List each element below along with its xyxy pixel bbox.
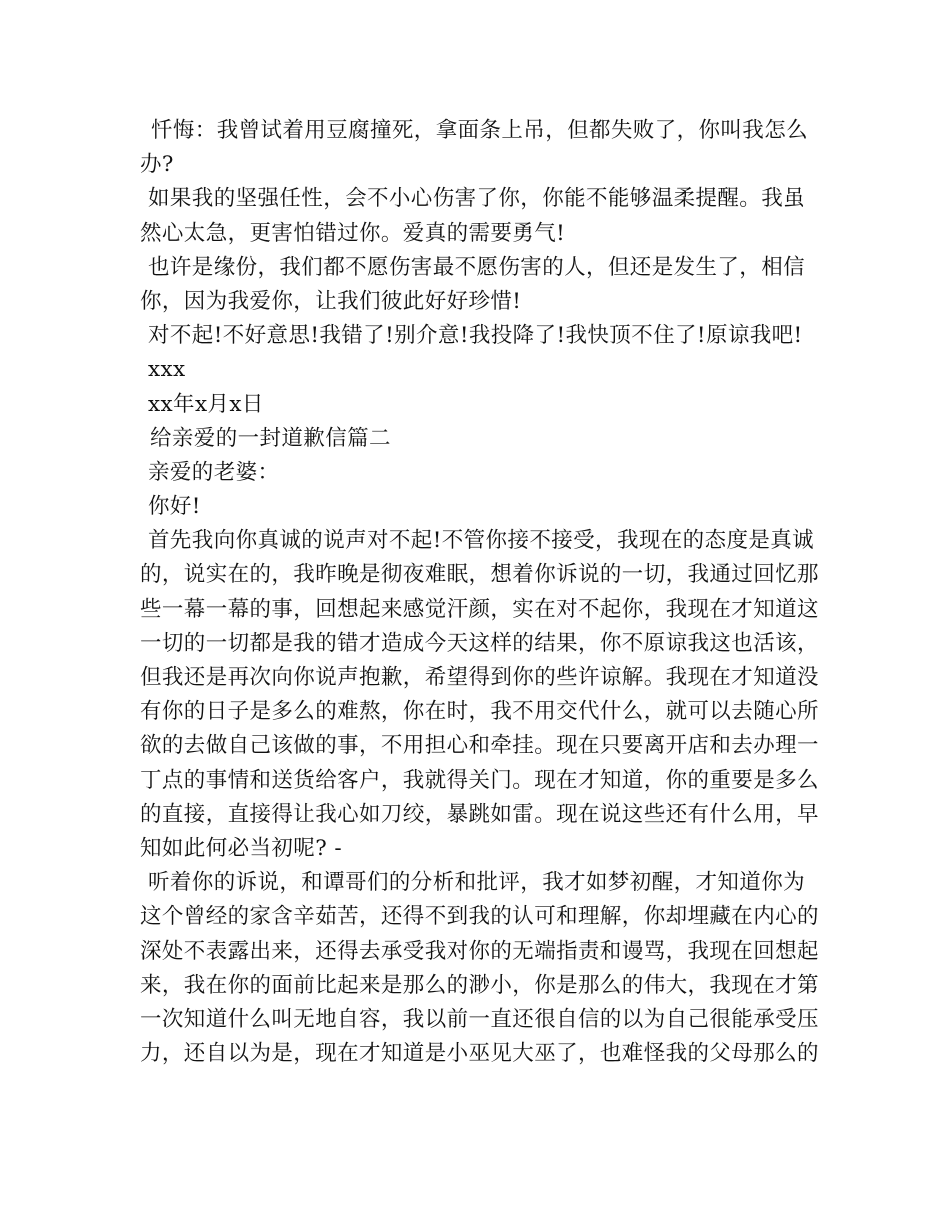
salutation: 亲爱的老婆： [148, 459, 280, 485]
paragraph-line: 有你的日子是多么的难熬，你在时，我不用交代什么，就可以去随心所 [140, 699, 819, 725]
paragraph-line: 一切的一切都是我的错才造成今天这样的结果，你不原谅我这也活该， [140, 630, 819, 656]
paragraph-line: 欲的去做自己该做的事，不用担心和牵挂。现在只要离开店和去办理一 [140, 733, 819, 759]
paragraph-line: 知如此何必当初呢? - [140, 835, 343, 861]
paragraph-line: 丁点的事情和送货给客户，我就得关门。现在才知道，你的重要是多么 [140, 767, 819, 793]
signature-date: xx年x月x日 [148, 391, 264, 417]
paragraph-line: 办? [140, 152, 174, 178]
paragraph-line: 的，说实在的，我昨晚是彻夜难眠，想着你诉说的一切，我通过回忆那 [140, 562, 819, 588]
paragraph-line: 这个曾经的家含辛茹苦，还得不到我的认可和理解，你却埋藏在内心的 [140, 904, 819, 930]
paragraph-line: 对不起!不好意思!我错了!别介意!我投降了!我快顶不住了!原谅我吧! [148, 323, 803, 349]
paragraph-line: 但我还是再次向你说声抱歉，希望得到你的些许谅解。我现在才知道没 [140, 665, 819, 690]
signature-name: xxx [148, 357, 186, 383]
document-body [140, 114, 820, 1071]
paragraph-line: 你，因为我爱你，让我们彼此好好珍惜! [140, 288, 522, 314]
paragraph-line: 如果我的坚强任性，会不小心伤害了你，你能不能够温柔提醒。我虽 [148, 186, 806, 212]
paragraph-line: 力，还自以为是，现在才知道是小巫见大巫了，也难怪我的父母那么的 [140, 1041, 819, 1067]
paragraph-line: 首先我向你真诚的说声对不起!不管你接不接受，我现在的态度是真诚 [148, 528, 815, 554]
paragraph-line: 听着你的诉说，和谭哥们的分析和批评，我才如梦初醒，才知道你为 [148, 870, 806, 896]
greeting: 你好! [148, 494, 201, 520]
paragraph-line: 深处不表露出来，还得去承受我对你的无端指责和谩骂，我现在回想起 [140, 938, 819, 964]
paragraph-line: 也许是缘份，我们都不愿伤害最不愿伤害的人，但还是发生了，相信 [148, 254, 806, 280]
paragraph-line: 一次知道什么叫无地自容，我以前一直还很自信的以为自己很能承受压 [140, 1006, 819, 1032]
paragraph-line: 然心太急，更害怕错过你。爱真的需要勇气! [140, 220, 566, 246]
paragraph-line: 忏悔：我曾试着用豆腐撞死，拿面条上吊，但都失败了，你叫我怎么 [151, 118, 809, 143]
paragraph-line: 来，我在你的面前比起来是那么的渺小，你是那么的伟大，我现在才第 [140, 972, 819, 998]
paragraph-line: 的直接，直接得让我心如刀绞，暴跳如雷。现在说这些还有什么用，早 [140, 801, 819, 827]
paragraph-line: 些一幕一幕的事，回想起来感觉汗颜，实在对不起你，我现在才知道这 [140, 596, 819, 622]
section-heading: 给亲爱的一封道歉信篇二 [150, 425, 391, 451]
